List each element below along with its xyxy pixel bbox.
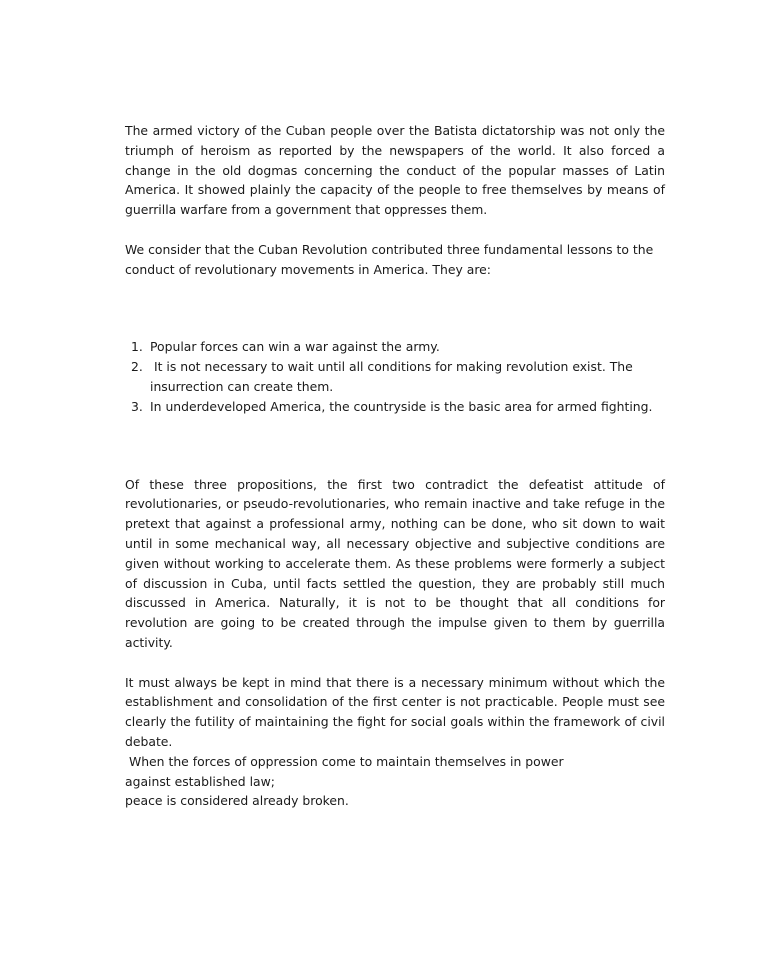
lesson-number: 1. <box>131 339 143 355</box>
paragraph-propositions: Of these three propositions, the first two contradict the defeatist attitude of revolutionaries, or pseudo-revolutionaries, who remain inactive and take refuge in the pretext that against a professional army, nothing can be done, who sit down to wait until in some mechanical way, all necessary objective and subjective conditions are given without working to accelerate them. As these problems were formerly a subject of discussion in Cuba, until facts settled the question, they are probably still much discussed in America. Naturally, it is not to be thought that all conditions for revolution are going to be created through the impulse given to them by guerrilla activity. <box>125 476 665 650</box>
spacer <box>125 279 665 337</box>
paragraph-necessary-minimum: It must always be kept in mind that there is a necessary minimum without which the establishment and consolidation of the first center is not practicable. People must see clearly the futility of maintaining the fight for social goals within the framework of civil debate. <box>125 674 665 749</box>
spacer <box>125 653 665 673</box>
lesson-number: 2. <box>131 359 143 375</box>
lesson-item-3 <box>125 397 665 417</box>
closing-line-1: When the forces of oppression come to maintain themselves in power <box>125 753 564 769</box>
document-page <box>125 121 665 811</box>
spacer <box>125 220 665 240</box>
lesson-number: 3. <box>131 398 143 414</box>
spacer <box>125 417 665 475</box>
lesson-text: In underdeveloped America, the countryside is the basic area for armed fighting. <box>150 398 653 414</box>
lesson-item-2 <box>125 357 665 397</box>
lesson-text: Popular forces can win a war against the army. <box>150 339 440 355</box>
lesson-text: It is not necessary to wait until all conditions for making revolution exist. The insurrection can create them. <box>150 359 637 394</box>
paragraph-three-lessons-intro: We consider that the Cuban Revolution contributed three fundamental lessons to the conduct of revolutionary movements in America. They are: <box>125 241 654 277</box>
lesson-item-1 <box>125 337 665 357</box>
paragraph-cuban-victory: The armed victory of the Cuban people over the Batista dictatorship was not only the triumph of heroism as reported by the newspapers of the world. It also forced a change in the old dogmas concerning the conduct of the popular masses of Latin America. It showed plainly the capacity of the people to free themselves by means of guerrilla warfare from a government that oppresses them. <box>125 123 665 218</box>
closing-line-3: peace is considered already broken. <box>125 793 349 809</box>
lessons-list <box>125 337 665 416</box>
closing-line-2: against established law; <box>125 773 275 789</box>
